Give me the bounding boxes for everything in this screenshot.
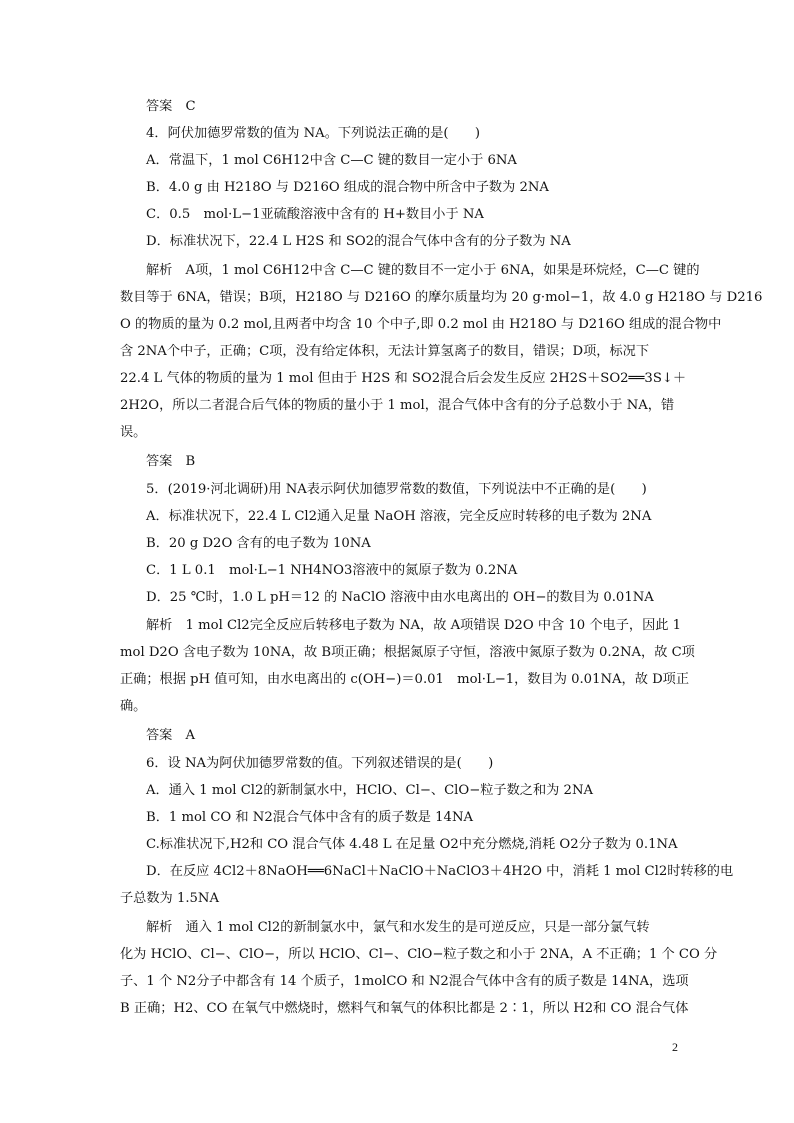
option-d: D．在反应 4Cl2＋8NaOH══6NaCl＋NaClO＋NaClO3＋4H2O 中，消耗 1 mol Cl2时转移的电 (146, 864, 734, 879)
option-d-cont: 子总数为 1.5NA (120, 891, 219, 906)
option-c: C.标准状况下,H2和 CO 混合气体 4.48 L 在足量 O2中充分燃烧,消耗 O2分子数为 0.1NA (146, 837, 678, 852)
analysis-line: 确。 (120, 699, 147, 714)
answer-line: 答案 B (146, 454, 196, 469)
analysis-line: B 正确；H2、CO 在氧气中燃烧时，燃料气和氧气的体积比都是 2∶1，所以 H2和 CO 混合气体 (120, 1001, 689, 1016)
analysis-line: 22.4 L 气体的物质的量为 1 mol 但由于 H2S 和 SO2混合后会发生反应 2H2S＋SO2══3S↓＋ (120, 371, 687, 386)
analysis-line: 化为 HClO、Cl−、ClO−，所以 HClO、Cl−、ClO−粒子数之和小于 2NA，A 不正确；1 个 CO 分 (120, 947, 718, 962)
option-d: D．25 ℃时，1.0 L pH＝12 的 NaClO 溶液中由水电离出的 OH−的数目为 0.01NA (146, 590, 654, 605)
analysis-line: mol D2O 含电子数为 10NA，故 B项正确；根据氮原子守恒，溶液中氮原子数为 0.2NA，故 C项 (120, 645, 695, 660)
option-b: B．4.0 g 由 H218O 与 D216O 组成的混合物中所含中子数为 2NA (146, 180, 549, 195)
analysis-line: O 的物质的量为 0.2 mol,且两者中均含 10 个中子,即 0.2 mol 由 H218O 与 D216O 组成的混合物中 (120, 317, 722, 332)
option-a: A．常温下，1 mol C6H12中含 C—C 键的数目一定小于 6NA (146, 153, 517, 168)
option-a: A．通入 1 mol Cl2的新制氯水中，HClO、Cl−、ClO−粒子数之和为 2NA (146, 783, 594, 798)
analysis-line: 误。 (120, 425, 147, 440)
option-b: B．1 mol CO 和 N2混合气体中含有的质子数是 14NA (146, 810, 474, 825)
analysis-line: 数目等于 6NA，错误；B项，H218O 与 D216O 的摩尔质量均为 20 g·mol−1，故 4.0 g H218O 与 D216 (120, 290, 763, 305)
answer-line: 答案 C (146, 99, 196, 114)
analysis-line: 2H2O，所以二者混合后气体的物质的量小于 1 mol，混合气体中含有的分子总数小于 NA，错 (120, 398, 675, 413)
page-number: 2 (672, 1040, 678, 1054)
analysis-line: 解析 A项，1 mol C6H12中含 C—C 键的数目不一定小于 6NA，如果是环烷烃，C—C 键的 (146, 263, 700, 278)
analysis-line: 子、1 个 N2分子中都含有 14 个质子，1molCO 和 N2混合气体中含有的质子数是 14NA，选项 (120, 974, 689, 989)
question-6-stem: 6．设 NA为阿伏加德罗常数的值。下列叙述错误的是( ) (146, 756, 494, 771)
question-4-stem: 4．阿伏加德罗常数的值为 NA。下列说法正确的是( ) (146, 126, 481, 141)
option-b: B．20 g D2O 含有的电子数为 10NA (146, 536, 371, 551)
option-d: D．标准状况下，22.4 L H2S 和 SO2的混合气体中含有的分子数为 NA (146, 234, 571, 249)
analysis-line: 解析 1 mol Cl2完全反应后转移电子数为 NA，故 A项错误 D2O 中含 10 个电子，因此 1 (146, 618, 682, 633)
option-a: A．标准状况下，22.4 L Cl2通入足量 NaOH 溶液，完全反应时转移的电子数为 2NA (146, 509, 652, 524)
question-5-stem: 5．(2019·河北调研)用 NA表示阿伏加德罗常数的数值，下列说法中不正确的是( ) (146, 482, 647, 497)
analysis-line: 正确；根据 pH 值可知，由水电离出的 c(OH−)＝0.01 mol·L−1，数目为 0.01NA，故 D项正 (120, 672, 690, 687)
option-c: C．1 L 0.1 mol·L−1 NH4NO3溶液中的氮原子数为 0.2NA (146, 563, 518, 578)
analysis-line: 含 2NA个中子，正确；C项，没有给定体积，无法计算氢离子的数目，错误；D项，标况下 (120, 344, 650, 359)
option-c: C．0.5 mol·L−1亚硫酸溶液中含有的 H+数目小于 NA (146, 207, 484, 222)
analysis-line: 解析 通入 1 mol Cl2的新制氯水中，氯气和水发生的是可逆反应，只是一部分氯气转 (146, 920, 650, 935)
answer-line: 答案 A (146, 728, 196, 743)
